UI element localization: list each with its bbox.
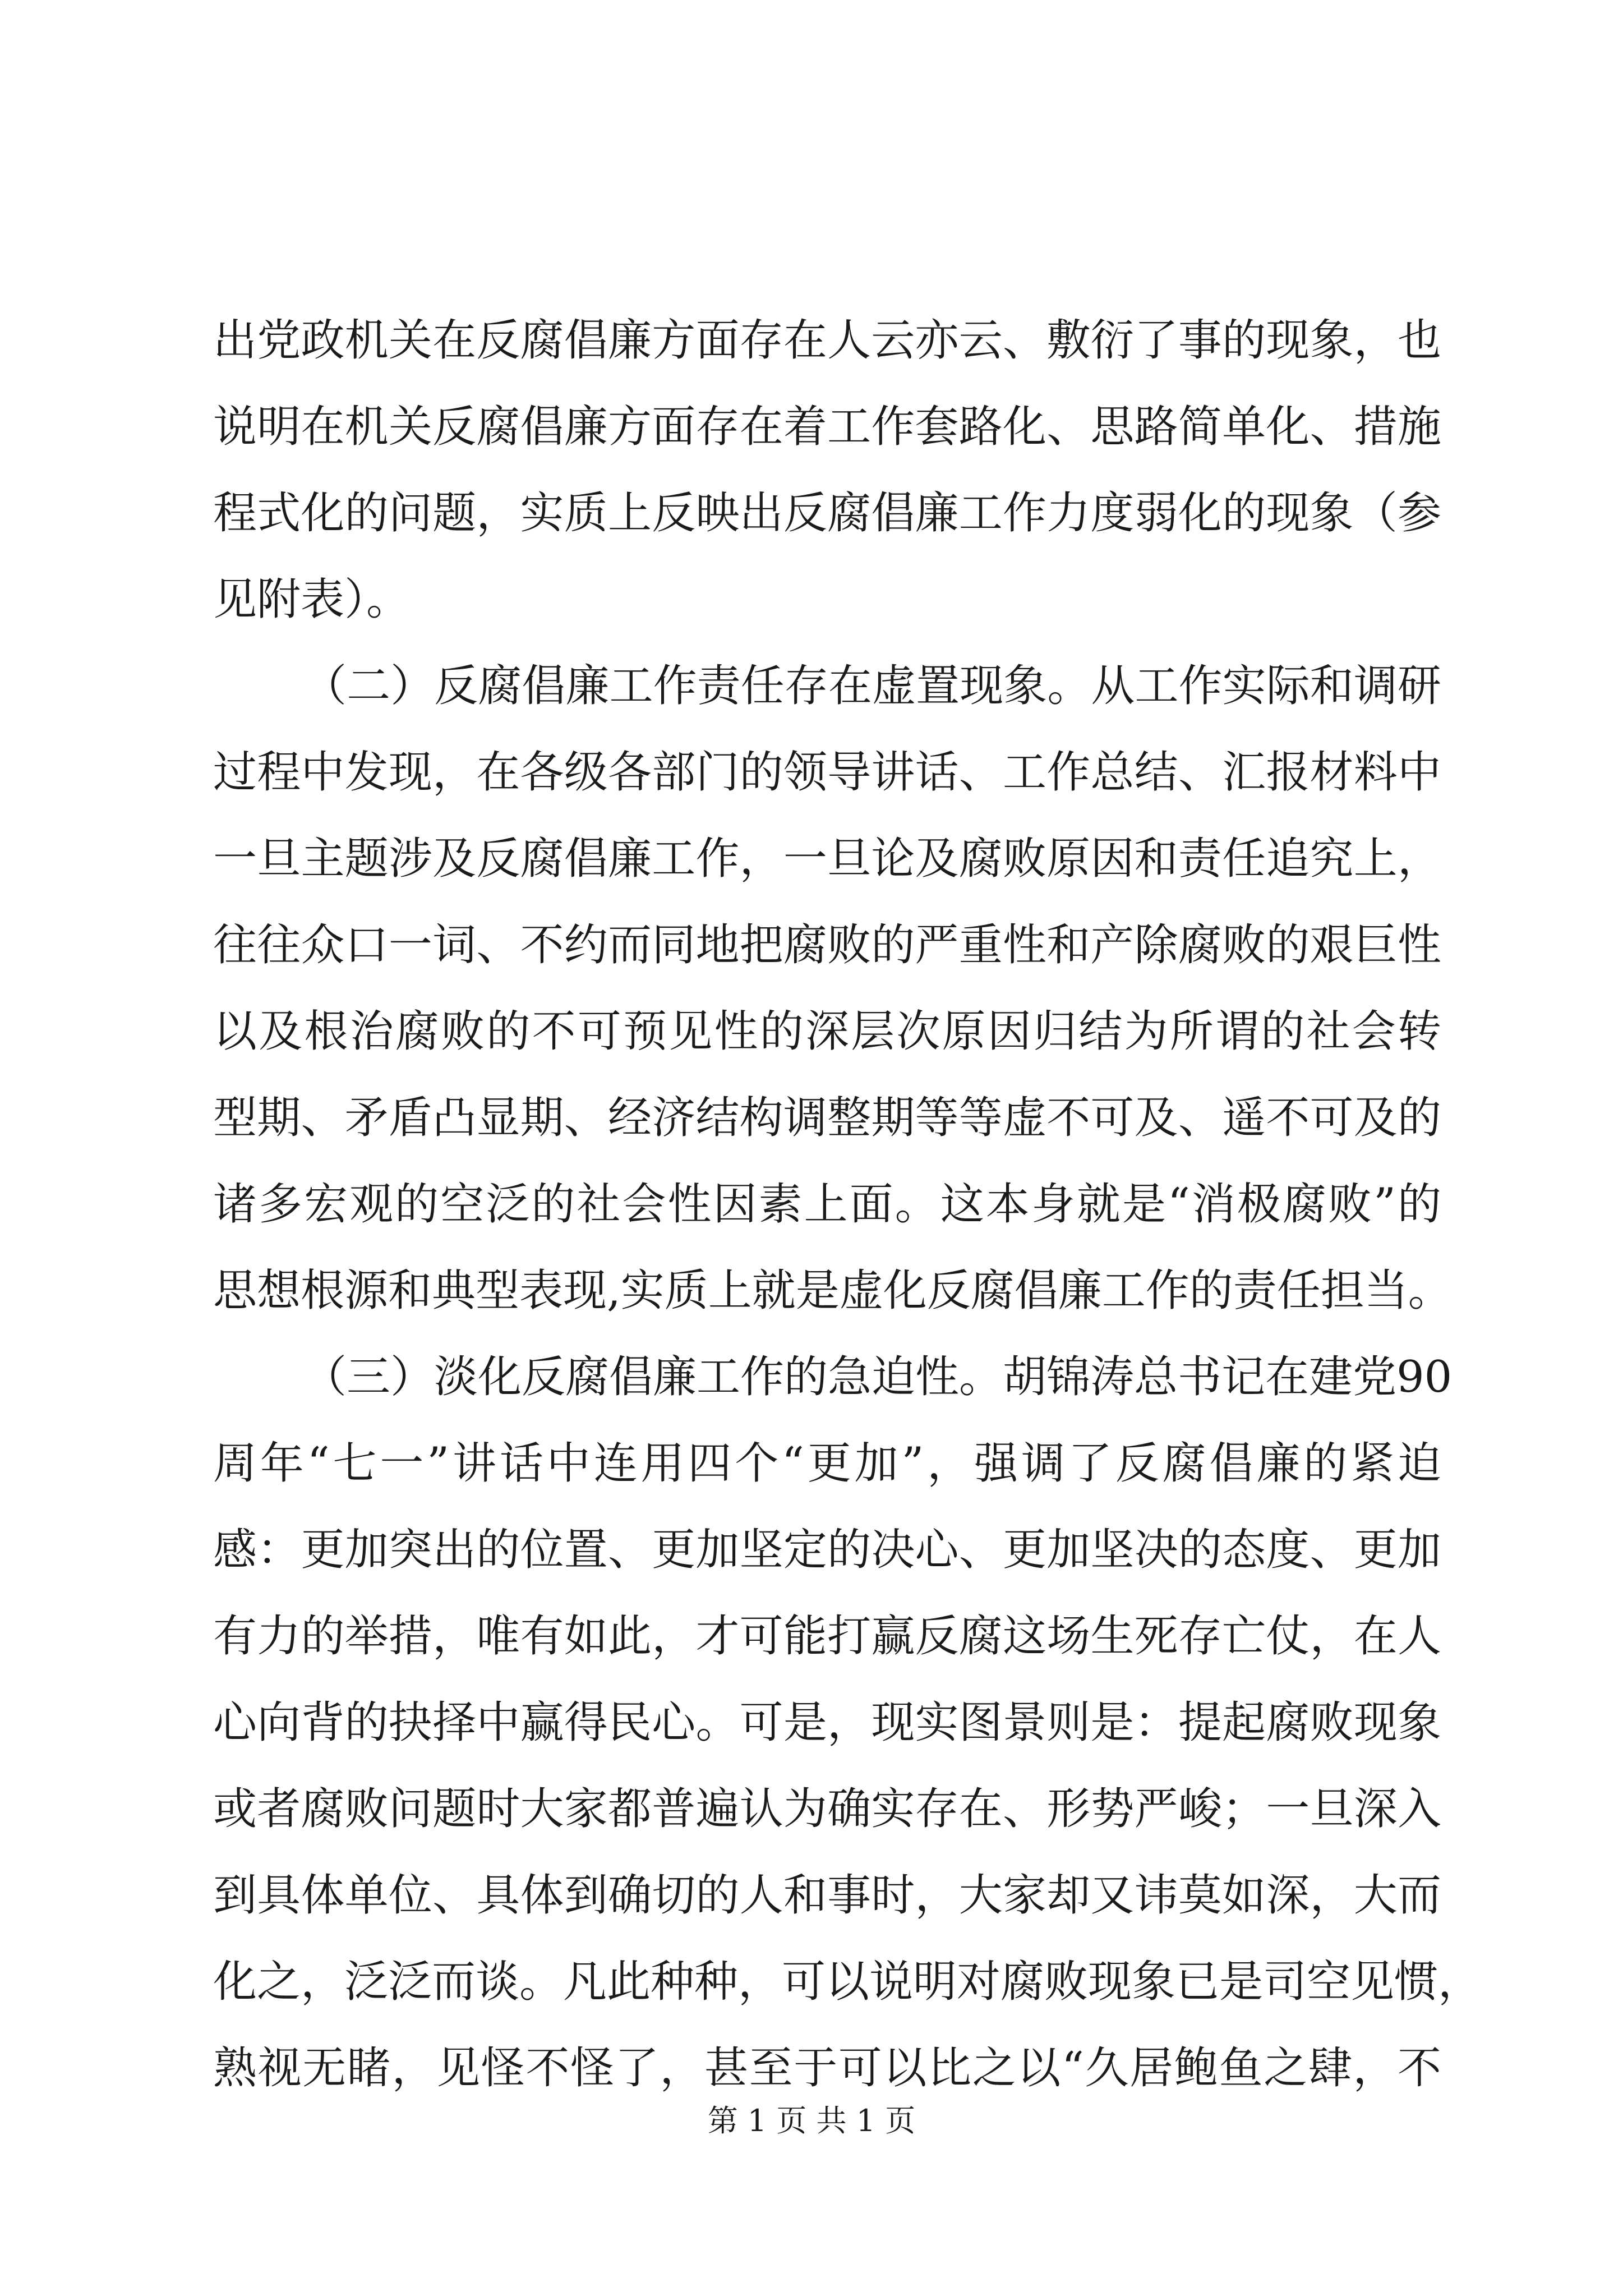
text-line: 往往众口一词、不约而同地把腐败的严重性和产除腐败的艰巨性 [213,920,1441,970]
document-body [213,297,1482,2111]
text-line: 熟视无睹，见怪不怪了，甚至于可以比之以“久居鲍鱼之肆，不 [213,2043,1441,2093]
text-line: 型期、矛盾凸显期、经济结构调整期等等虚不可及、遥不可及的 [213,1093,1441,1143]
text-line: 感：更加突出的位置、更加坚定的决心、更加坚决的态度、更加 [213,1525,1441,1575]
paragraph-first-line: （二）反腐倡廉工作责任存在虚置现象。从工作实际和调研 [303,661,1441,711]
text-line: 说明在机关反腐倡廉方面存在着工作套路化、思路简单化、措施 [213,402,1441,452]
text-line: 见附表）。 [213,574,411,625]
text-line: 周年“七一”讲话中连用四个“更加”，强调了反腐倡廉的紧迫 [213,1438,1441,1489]
text-line: 程式化的问题，实质上反映出反腐倡廉工作力度弱化的现象（参 [213,488,1441,539]
text-line: 以及根治腐败的不可预见性的深层次原因归结为所谓的社会转 [213,1006,1441,1057]
text-line: 或者腐败问题时大家都普遍认为确实存在、形势严峻；一旦深入 [213,1784,1441,1834]
text-line: 过程中发现，在各级各部门的领导讲话、工作总结、汇报材料中 [213,747,1441,798]
text-line: 化之，泛泛而谈。凡此种种，可以说明对腐败现象已是司空见惯， [213,1957,1482,2007]
text-line: 一旦主题涉及反腐倡廉工作，一旦论及腐败原因和责任追究上， [213,834,1441,884]
text-line: 到具体单位、具体到确切的人和事时，大家却又讳莫如深，大而 [213,1870,1441,1921]
text-line: 心向背的抉择中赢得民心。可是，现实图景则是：提起腐败现象 [213,1697,1441,1748]
text-line: 出党政机关在反腐倡廉方面存在人云亦云、敷衍了事的现象，也 [213,315,1441,366]
text-line: 诸多宏观的空泛的社会性因素上面。这本身就是“消极腐败”的 [213,1179,1441,1230]
text-line: 有力的举措，唯有如此，才可能打赢反腐这场生死存亡仗，在人 [213,1611,1441,1662]
text-line: 思想根源和典型表现,实质上就是虚化反腐倡廉工作的责任担当。 [213,1266,1452,1316]
page-number-footer: 第 1 页 共 1 页 [707,2103,916,2138]
paragraph-first-line: （三）淡化反腐倡廉工作的急迫性。胡锦涛总书记在建党90 [303,1352,1453,1402]
